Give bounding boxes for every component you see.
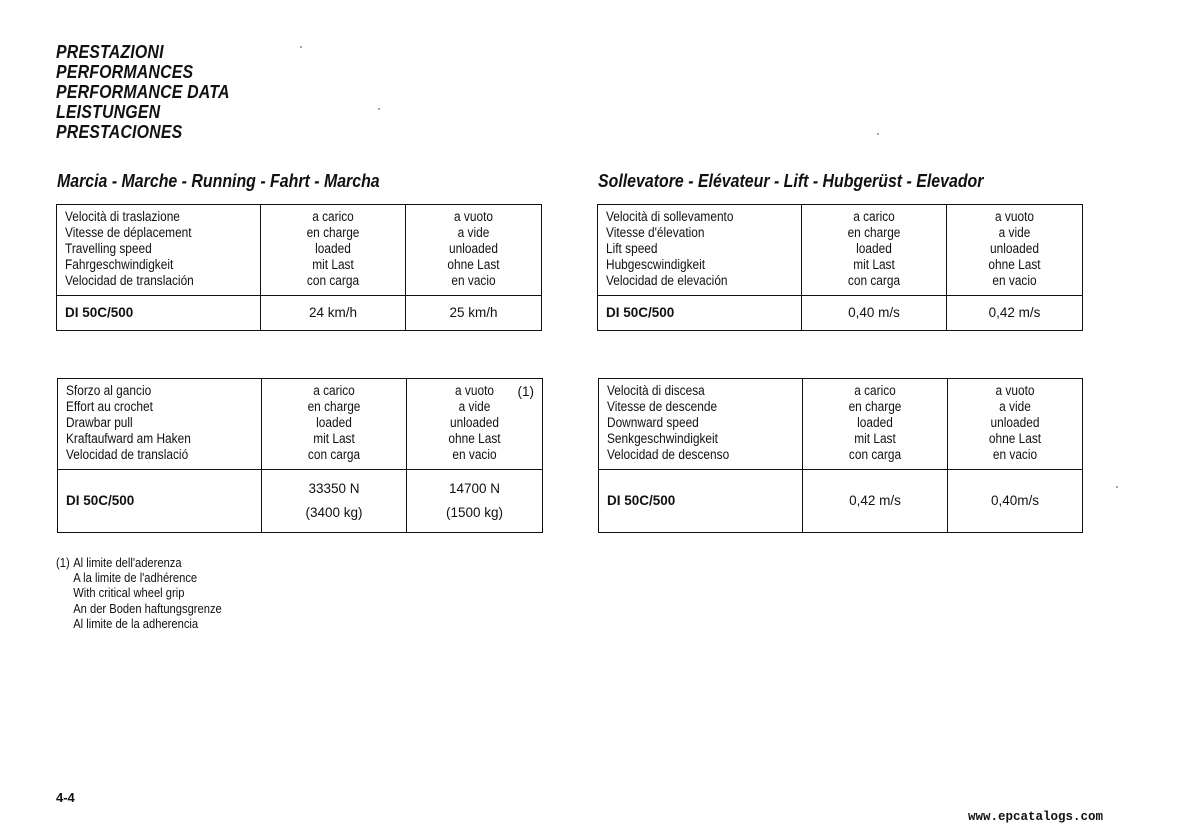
loaded-value-cell: 24 km/h — [261, 296, 406, 331]
header-line: a carico — [313, 383, 355, 398]
header-line: unloaded — [990, 241, 1039, 256]
footnote-row — [56, 616, 222, 631]
title-en: PERFORMANCE DATA — [56, 81, 230, 102]
header-line: unloaded — [990, 415, 1040, 430]
label-line: Kraftaufward am Haken — [66, 431, 191, 446]
model-cell: DI 50C/500 — [598, 296, 802, 331]
header-line: mit Last — [312, 257, 354, 272]
header-line: unloaded — [450, 415, 499, 430]
header-line: unloaded — [449, 241, 498, 256]
label-line: Velocità di discesa — [607, 383, 705, 398]
header-line: loaded — [856, 241, 892, 256]
footnote-indent — [56, 616, 73, 631]
title-it: PRESTAZIONI — [56, 41, 164, 62]
footnote-row — [56, 601, 222, 616]
header-line: ohne Last — [447, 257, 500, 272]
unloaded-header-cell — [407, 379, 543, 470]
footnote — [56, 555, 249, 631]
header-line: en vacio — [992, 273, 1037, 288]
header-line: en charge — [306, 225, 360, 240]
header-line: loaded — [316, 415, 352, 430]
header-line: con carga — [847, 273, 901, 288]
footnote-row — [56, 585, 222, 600]
header-line: en charge — [847, 225, 901, 240]
page-number: 4-4 — [56, 790, 75, 805]
header-line: en charge — [848, 399, 902, 414]
header-line: en charge — [307, 399, 361, 414]
footnote-line: Al limite de la adherencia — [73, 615, 199, 631]
unloaded-value-newton: 14700 N — [448, 481, 501, 496]
loaded-value-kg: (3400 kg) — [305, 505, 363, 520]
header-line: a vuoto — [455, 383, 494, 398]
label-line: Velocidad de descenso — [607, 447, 730, 462]
running-heading: Marcia - Marche - Running - Fahrt - Marcha — [57, 170, 380, 191]
label-line: Velocidad de translació — [66, 447, 189, 462]
drawbar-label-cell — [58, 379, 262, 470]
descent-speed-table — [598, 378, 1083, 533]
title-de: LEISTUNGEN — [56, 101, 161, 122]
loaded-header-cell — [261, 205, 406, 296]
loaded-header-cell — [262, 379, 407, 470]
header-line: ohne Last — [988, 431, 1042, 446]
label-line: Fahrgeschwindigkeit — [65, 257, 174, 272]
header-line: a vuoto — [995, 209, 1034, 224]
unloaded-value-cell — [407, 470, 543, 533]
label-line: Effort au crochet — [66, 399, 153, 414]
footnote-line: Al limite dell'aderenza — [73, 555, 182, 570]
lift-speed-table — [597, 204, 1083, 331]
header-line: ohne Last — [448, 431, 501, 446]
header-line: a carico — [312, 209, 354, 224]
footnote-mark: (1) — [56, 555, 70, 570]
header-line: a carico — [854, 383, 896, 398]
footnote-line: A la limite de l'adhérence — [73, 570, 198, 586]
header-line: a vide — [999, 399, 1031, 414]
model-cell: DI 50C/500 — [599, 470, 803, 533]
drawbar-pull-table — [57, 378, 543, 533]
header-line: loaded — [315, 241, 351, 256]
footnote-reference: (1) — [517, 384, 534, 399]
loaded-value-cell: 0,40 m/s — [802, 296, 947, 331]
label-line: Travelling speed — [65, 241, 152, 256]
loaded-value-cell: 0,42 m/s — [803, 470, 948, 533]
label-line: Senkgeschwindigkeit — [607, 431, 718, 446]
footnote-indent — [56, 585, 73, 600]
loaded-value-newton: 33350 N — [308, 481, 360, 496]
label-line: Downward speed — [607, 415, 699, 430]
page-title-block — [56, 42, 230, 142]
label-line: Velocità di sollevamento — [606, 209, 734, 224]
lift-label-cell — [598, 205, 802, 296]
header-line: a vide — [998, 225, 1031, 240]
lift-heading: Sollevatore - Elévateur - Lift - Hubgerüst - Elevador — [598, 170, 984, 191]
scan-speck — [300, 46, 302, 48]
header-line: loaded — [857, 415, 893, 430]
unloaded-value-cell: 0,42 m/s — [947, 296, 1083, 331]
header-line: con carga — [848, 447, 902, 462]
unloaded-value-cell: 25 km/h — [406, 296, 542, 331]
header-line: con carga — [307, 447, 361, 462]
header-line: mit Last — [854, 431, 896, 446]
footnote-indent — [56, 570, 73, 585]
header-line: a vide — [458, 399, 491, 414]
loaded-header-cell — [803, 379, 948, 470]
scan-speck — [877, 133, 879, 135]
model-cell: DI 50C/500 — [57, 296, 261, 331]
loaded-header-cell — [802, 205, 947, 296]
scan-speck — [378, 108, 380, 110]
title-fr: PERFORMANCES — [56, 61, 194, 82]
loaded-value-cell — [262, 470, 407, 533]
title-es: PRESTACIONES — [56, 121, 183, 142]
website-watermark[interactable]: www.epcatalogs.com — [968, 810, 1104, 824]
unloaded-value-cell: 0,40m/s — [948, 470, 1083, 533]
footnote-row — [56, 570, 222, 585]
footnote-line: An der Boden haftungsgrenze — [73, 600, 222, 616]
header-line: en vacio — [451, 273, 496, 288]
label-line: Drawbar pull — [66, 415, 133, 430]
label-line: Vitesse de déplacement — [65, 225, 192, 240]
header-line: a vuoto — [454, 209, 493, 224]
label-line: Vitesse d'élevation — [606, 225, 705, 240]
label-line: Velocità di traslazione — [65, 209, 180, 224]
label-line: Lift speed — [606, 241, 658, 256]
label-line: Velocidad de elevación — [606, 273, 728, 288]
header-line: ohne Last — [988, 257, 1041, 272]
header-line: a vuoto — [995, 383, 1035, 398]
scan-speck — [1116, 486, 1118, 488]
unloaded-header-cell — [947, 205, 1083, 296]
header-line: a carico — [853, 209, 895, 224]
header-line: en vacio — [452, 447, 497, 462]
header-line: mit Last — [313, 431, 355, 446]
unloaded-value-kg: (1500 kg) — [445, 505, 504, 520]
travel-speed-table — [56, 204, 542, 331]
unloaded-header-cell — [948, 379, 1083, 470]
label-line: Velocidad de translación — [65, 273, 194, 288]
descent-label-cell — [599, 379, 803, 470]
label-line: Vitesse de descende — [607, 399, 718, 414]
footnote-indent — [56, 601, 73, 616]
label-line: Sforzo al gancio — [66, 383, 152, 398]
footnote-row — [56, 555, 222, 570]
header-line: con carga — [306, 273, 360, 288]
header-line: a vide — [457, 225, 490, 240]
footnote-line: With critical wheel grip — [73, 585, 185, 601]
travel-speed-label-cell — [57, 205, 261, 296]
header-line: en vacio — [992, 447, 1038, 462]
label-line: Hubgescwindigkeit — [606, 257, 706, 272]
model-cell: DI 50C/500 — [58, 470, 262, 533]
unloaded-header-cell — [406, 205, 542, 296]
header-line: mit Last — [853, 257, 895, 272]
